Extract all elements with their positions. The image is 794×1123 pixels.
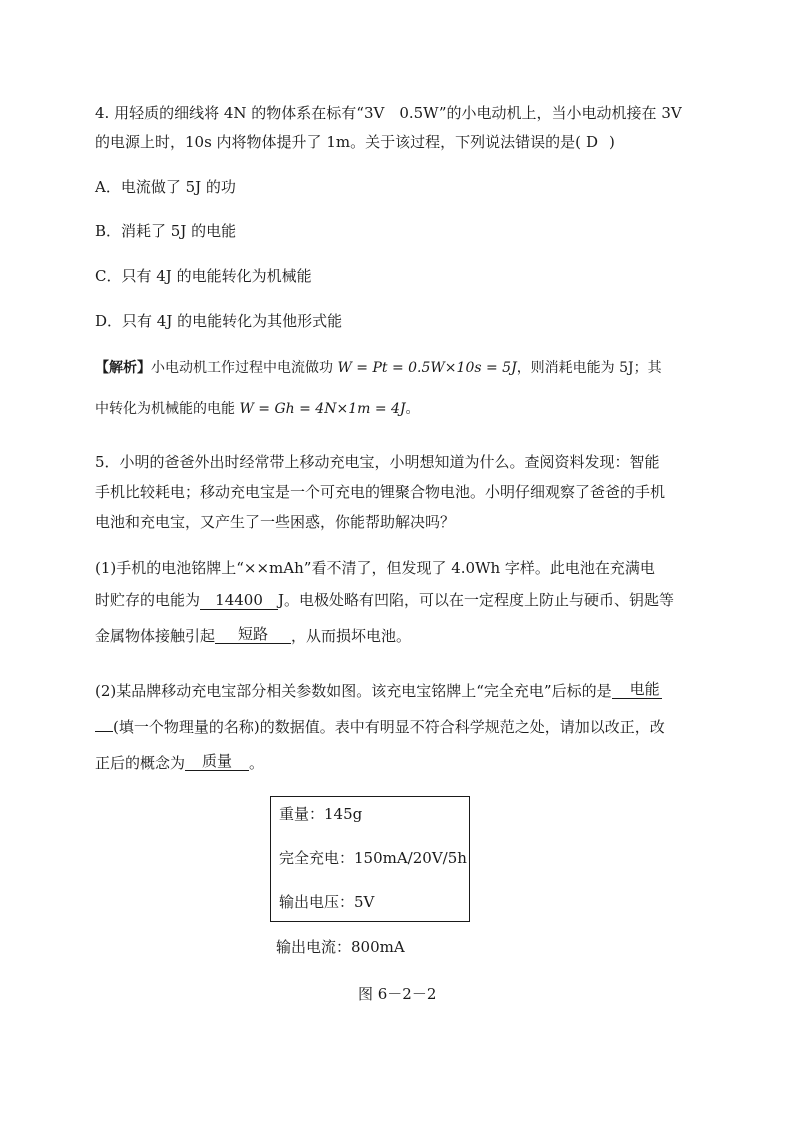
q4-answer: D	[585, 133, 598, 151]
q5-answer-short-circuit: 短路	[215, 625, 291, 644]
q5-answer-quantity: 电能	[612, 680, 662, 699]
q5-part2-line1-prefix: (2)某品牌移动充电宝部分相关参数如图。该充电宝铭牌上“完全充电”后标的是	[95, 682, 612, 700]
analysis-text1: 小电动机工作过程中电流做功	[151, 360, 333, 376]
q4-option-a: A．电流做了 5J 的功	[95, 178, 236, 196]
q4-analysis-line1	[95, 357, 662, 379]
q5-part2-line2-text: (填一个物理量的名称)的数据值。表中有明显不符合科学规范之处，请加以改正，改	[113, 718, 665, 736]
q4-option-c: C．只有 4J 的电能转化为机械能	[95, 267, 312, 285]
q5-part1-line3-prefix: 金属物体接触引起	[95, 627, 216, 645]
analysis-text2: 中转化为机械能的电能	[95, 401, 235, 417]
spec-output-voltage: 输出电压：5V	[279, 893, 375, 911]
q5-part2-line3	[95, 752, 264, 774]
analysis-formula2: W = Gh = 4N×1m = 4J	[239, 401, 406, 417]
q4-stem-line2	[95, 131, 615, 153]
q5-part2-line3-suffix: 。	[249, 754, 265, 772]
q4-option-b: B．消耗了 5J 的电能	[95, 222, 237, 240]
analysis-formula1: W = Pt = 0.5W×10s = 5J	[337, 360, 517, 376]
q5-part1-line2-mid: J。电极处略有凹陷，可以在一定程度上防止与硬币、钥匙等	[278, 591, 675, 609]
analysis-tail2: 。	[405, 401, 420, 417]
analysis-label: 【解析】	[95, 360, 151, 376]
q5-part2-line2	[95, 716, 665, 738]
spec-output-current: 输出电流：800mA	[276, 938, 405, 956]
q5-part1-line1: (1)手机的电池铭牌上“××mAh”看不清了，但发现了 4.0Wh 字样。此电池在充满电	[95, 559, 655, 577]
q5-part2-line1	[95, 680, 662, 702]
q4-stem-line1: 4. 用轻质的细线将 4N 的物体系在标有“3V 0.5W”的小电动机上，当小电动机接在 3V	[95, 104, 682, 122]
q4-answer-close: )	[608, 133, 615, 151]
q5-part2-line3-prefix: 正后的概念为	[95, 754, 186, 772]
q5-part1-line2	[95, 589, 674, 611]
spec-weight: 重量：145g	[279, 805, 363, 823]
q5-answer-energy: 14400	[200, 591, 278, 610]
q4-analysis-line2	[95, 398, 420, 420]
power-bank-spec-box	[270, 796, 470, 922]
analysis-tail1: ，则消耗电能为 5J；其	[516, 360, 662, 376]
q5-answer-quantity-tail	[95, 731, 113, 732]
q5-intro-line2: 手机比较耗电；移动充电宝是一个可充电的锂聚合物电池。小明仔细观察了爸爸的手机	[95, 483, 666, 501]
q5-intro-line1: 5．小明的爸爸外出时经常带上移动充电宝，小明想知道为什么。查阅资料发现：智能	[95, 453, 660, 471]
q4-option-d: D．只有 4J 的电能转化为其他形式能	[95, 312, 343, 330]
spec-full-charge: 完全充电：150mA/20V/5h	[279, 849, 467, 867]
q5-part1-line2-prefix: 时贮存的电能为	[95, 591, 201, 609]
q5-answer-mass: 质量	[185, 752, 249, 771]
q5-intro-line3: 电池和充电宝，又产生了一些困惑，你能帮助解决吗？	[95, 513, 456, 531]
q4-stem-line2-text: 的电源上时，10s 内将物体提升了 1m。关于该过程，下列说法错误的是(	[95, 133, 581, 151]
figure-caption: 图 6－2－2	[358, 985, 437, 1003]
q5-part1-line3-suffix: ，从而损坏电池。	[291, 627, 412, 645]
q5-part1-line3	[95, 625, 411, 647]
